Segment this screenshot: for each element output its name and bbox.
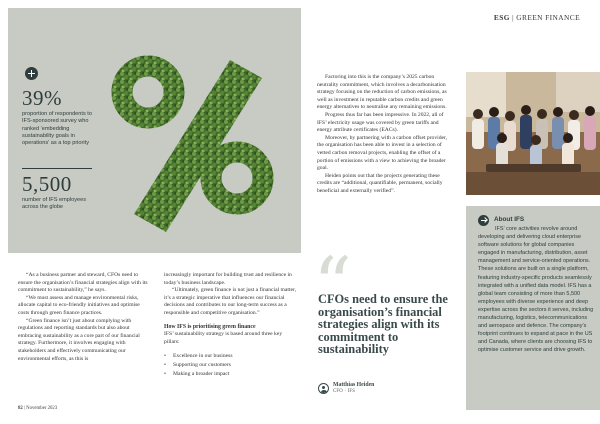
body-column-3: [317, 74, 451, 196]
footer-separator: |: [24, 406, 27, 411]
page-footer: [18, 406, 57, 411]
paragraph: Moreover, by partnering with a carbon offset provider, the organisation has been able to invest in a selection of vetted carbon removal projects, enabling the offset of a portion of emissions with a view to achieving the broader goal.: [317, 134, 448, 172]
paragraph: Factoring into this is the company’s 2025 carbon neutrality commitment, which involves a decarbonisation strategy focusing on the reduction of carbon emissions, as well as investment in reputable carbon credits and green energy alternatives to neutralise any remaining emissions.: [317, 74, 447, 111]
paragraph: “Ultimately, green finance is not just a financial matter, it’s a strategic imperative that influences our financial decisions and contributes to our long-term success as a responsible and competitive organisation.”: [164, 287, 296, 316]
hero-image: [8, 8, 301, 253]
plus-icon: [25, 67, 38, 80]
section-heading: How IFS is prioritising green finance: [164, 323, 256, 330]
team-photo: [466, 72, 600, 195]
paragraph: IFS’ sustainability strategy is based around three key pillars:: [164, 331, 283, 345]
header-section: ESG: [493, 13, 510, 22]
body-column-1: [18, 272, 148, 363]
paragraph: Progress thus far has been impressive. In 2022, all of IFS’ electricity usage was covered by green tariffs and energy attribute certificates (EACs).: [317, 111, 444, 134]
body-column-2: [164, 272, 296, 378]
list-item: • Supporting our customers: [164, 361, 296, 370]
issue-date: November 2023: [26, 406, 58, 411]
paragraph: “We must assess and manage environmental risks, allocate capital to eco-friendly initiatives and optimise costs through green finance practices.: [18, 294, 140, 316]
pull-quote: CFOs need to ensure the organisation’s financial strategies align with its commitment to sustainability: [318, 292, 448, 357]
stat-description: number of IFS employees across the globe: [22, 197, 87, 211]
paragraph: increasingly important for building trust and resilience in today’s business landscape.: [164, 272, 292, 286]
author-role: CFO · IFS: [333, 389, 356, 394]
stat-description: proportion of respondents to IFS-sponsored survey who ranked 'embedding sustainability goals in operations' as a top priority: [22, 111, 92, 147]
person-icon: [318, 383, 329, 394]
stat-value: 39%: [22, 86, 62, 110]
paragraph: “As a business partner and steward, CFOs need to ensure the organisation’s financial strategies align with its commitment to sustainability,” he says.: [18, 272, 148, 294]
divider: [22, 168, 92, 169]
team-photo-illustration: [466, 72, 600, 195]
pillar-list: [164, 352, 296, 378]
page-number: 82: [18, 406, 23, 411]
list-item: • Making a broader impact: [164, 370, 296, 379]
header-topic: GREEN FINANCE: [516, 13, 580, 22]
about-body: [478, 225, 596, 355]
paragraph: “Green finance isn’t just about complying with regulations and reporting standards but also about embracing sustainability as a core part of our financial strategy. Furthermore, it involves engaging with stakeholders and effectively communicating our environmental efforts, as this is: [18, 317, 140, 362]
list-item: • Excellence in our business: [164, 352, 296, 361]
stat-value: 5,500: [22, 172, 72, 196]
paragraph: Heiden points out that the projects generating these credits are “additional, quantifiable, permanent, socially beneficial and externally verified”.: [317, 172, 443, 194]
paragraph: IFS’ core activities revolve around developing and delivering cloud enterprise software solutions for global companies engaged in manufacturing, distribution, asset management and service-oriented operations. These solutions are built on a single platform, featuring industry-specific products seamlessly integrated with a unified data model. IFS has a global team consisting of more than 5,500 employees with diverse experience and deep expertise across the sectors it serves, including manufacturing, logistics, telecommunications and aerospace and defence. The company’s footprint continues to expand at pace in the US and Canada, where clients are choosing IFS to optimise customer service and drive growth.: [478, 226, 594, 354]
author-name: Matthias Heiden: [333, 382, 375, 388]
running-header: [494, 13, 580, 22]
header-separator: |: [512, 13, 517, 22]
about-title: About IFS: [494, 216, 525, 223]
quote-mark-icon: “: [313, 240, 352, 329]
about-ifs-box: [466, 206, 600, 410]
